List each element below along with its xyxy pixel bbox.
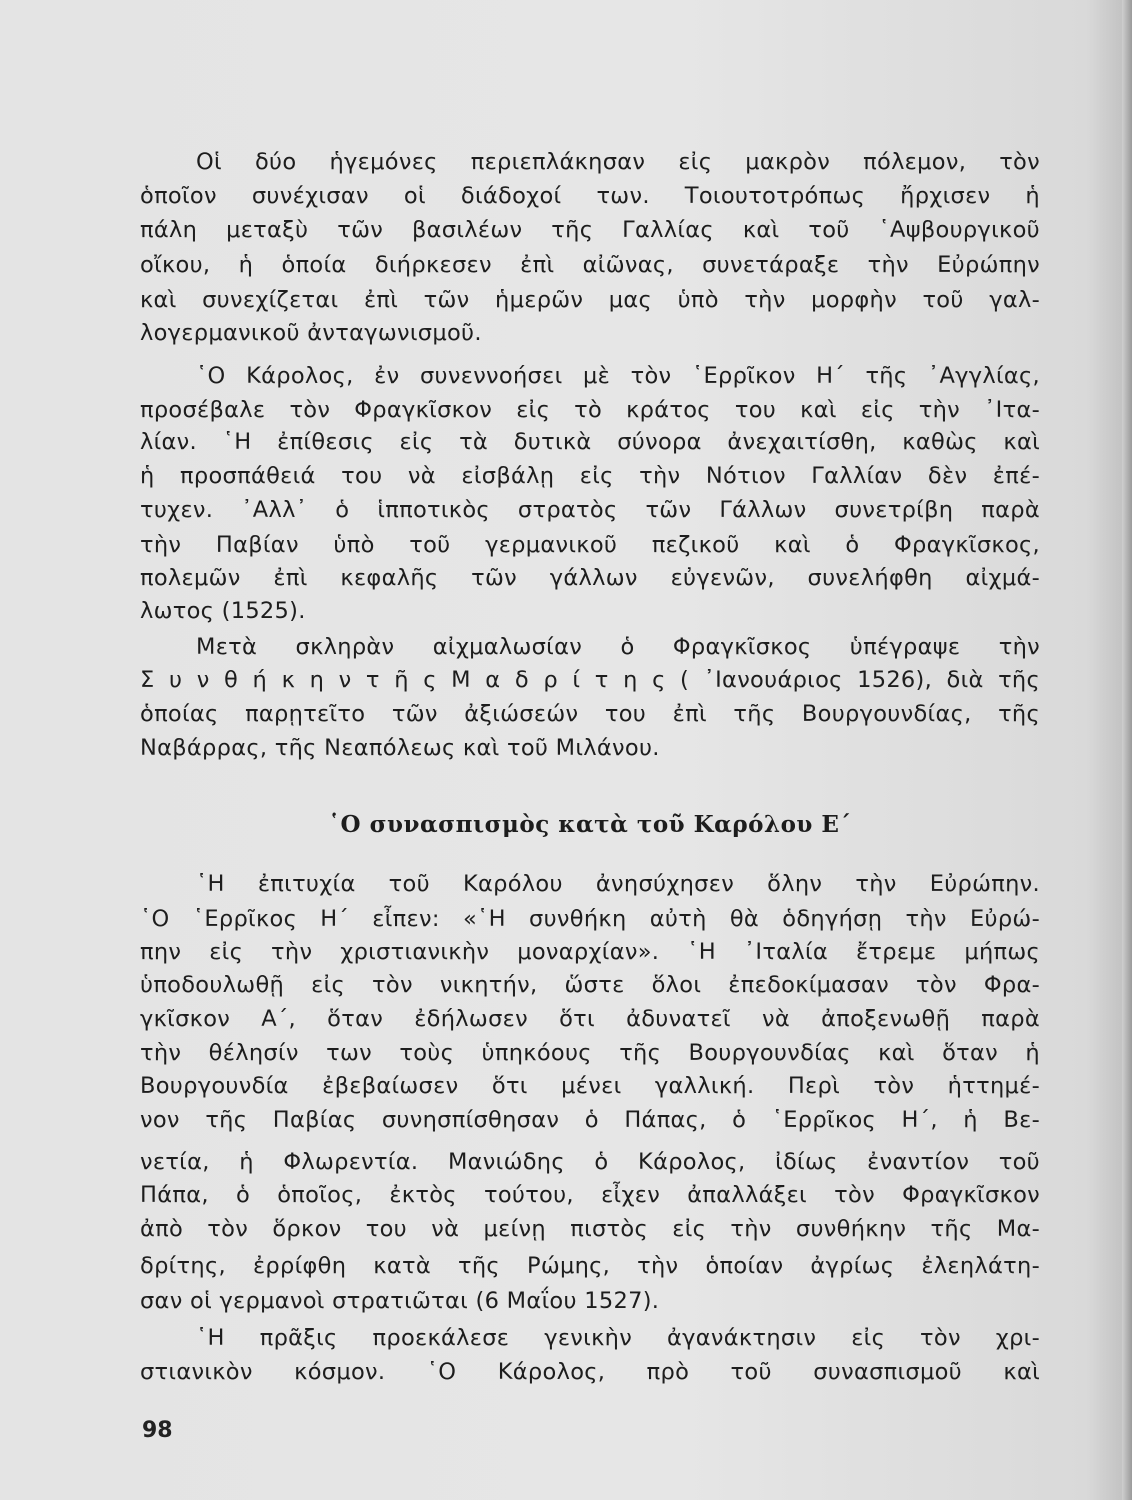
text-line: ῾Η ἐπιτυχία τοῦ Καρόλου ἀνησύχησεν ὅλην τὴν Εὐρώπην.	[196, 871, 1040, 897]
text-line: τυχεν. ᾿Αλλ᾿ ὁ ἱπποτικὸς στρατὸς τῶν Γάλλων συνετρίβη παρὰ	[140, 497, 1040, 523]
text-line: νετία, ἡ Φλωρεντία. Μανιώδης ὁ Κάρολος, ἰδίως ἐναντίον τοῦ	[140, 1149, 1040, 1175]
text-line: τὴν Παβίαν ὑπὸ τοῦ γερμανικοῦ πεζικοῦ καὶ ὁ Φραγκῖσκος,	[140, 532, 1040, 558]
text-line: προσέβαλε τὸν Φραγκῖσκον εἰς τὸ κράτος του καὶ εἰς τὴν ᾿Ιτα-	[140, 397, 1040, 423]
text-line: οἴκου, ἡ ὁποία διήρκεσεν ἐπὶ αἰῶνας, συνετάραξε τὴν Εὐρώπην	[140, 252, 1040, 278]
text-line: τὴν θέλησίν των τοὺς ὑπηκόους τῆς Βουργουνδίας καὶ ὅταν ἡ	[140, 1040, 1040, 1066]
text-line: δρίτης, ἐρρίφθη κατὰ τῆς Ρώμης, τὴν ὁποίαν ἀγρίως ἐλεηλάτη-	[140, 1253, 1040, 1279]
text-line: στιανικὸν κόσμον. ῾Ο Κάρολος, πρὸ τοῦ συνασπισμοῦ καὶ	[140, 1359, 1040, 1385]
text-line: ῾Η πρᾶξις προεκάλεσε γενικὴν ἀγανάκτησιν εἰς τὸν χρι-	[196, 1325, 1040, 1351]
text-line: Βουργουνδία ἐβεβαίωσεν ὅτι μένει γαλλική. Περὶ τὸν ἡττημέ-	[140, 1073, 1040, 1099]
text-line: Ναβάρρας, τῆς Νεαπόλεως καὶ τοῦ Μιλάνου.	[140, 735, 660, 761]
text-line: ὁποῖον συνέχισαν οἱ διάδοχοί των. Τοιουτοτρόπως ἤρχισεν ἡ	[140, 183, 1040, 209]
text-line: πην εἰς τὴν χριστιανικὴν μοναρχίαν». ῾Η ᾿Ιταλία ἔτρεμε μήπως	[140, 939, 1040, 965]
section-heading: ῾Ο συνασπισμὸς κατὰ τοῦ Καρόλου Ε΄	[328, 811, 852, 838]
text-line: καὶ συνεχίζεται ἐπὶ τῶν ἡμερῶν μας ὑπὸ τὴν μορφὴν τοῦ γαλ-	[140, 287, 1040, 313]
page-number: 98	[142, 1418, 173, 1443]
text-line: ἀπὸ τὸν ὅρκον του νὰ μείνῃ πιστὸς εἰς τὴν συνθήκην τῆς Μα-	[140, 1216, 1040, 1242]
text-line: λογερμανικοῦ ἀνταγωνισμοῦ.	[140, 320, 482, 346]
text-line: νον τῆς Παβίας συνησπίσθησαν ὁ Πάπας, ὁ ῾Ερρῖκος Η΄, ἡ Βε-	[140, 1107, 1040, 1133]
text-line: πάλη μεταξὺ τῶν βασιλέων τῆς Γαλλίας καὶ τοῦ ῾Αψβουργικοῦ	[140, 217, 1040, 243]
text-line: ῾Ο Κάρολος, ἐν συνεννοήσει μὲ τὸν ῾Ερρῖκον Η΄ τῆς ᾿Αγγλίας,	[196, 363, 1040, 389]
text-line: Πάπα, ὁ ὁποῖος, ἐκτὸς τούτου, εἶχεν ἀπαλλάξει τὸν Φραγκῖσκον	[140, 1182, 1040, 1208]
text-line: ἡ προσπάθειά του νὰ εἰσβάλῃ εἰς τὴν Νότιον Γαλλίαν δὲν ἐπέ-	[140, 463, 1040, 489]
text-line: πολεμῶν ἐπὶ κεφαλῆς τῶν γάλλων εὐγενῶν, συνελήφθη αἰχμά-	[140, 565, 1040, 591]
text-line: Μετὰ σκληρὰν αἰχμαλωσίαν ὁ Φραγκῖσκος ὑπέγραψε τὴν	[196, 634, 1040, 660]
page-binding-edge	[1122, 0, 1132, 1500]
text-line: σαν οἱ γερμανοὶ στρατιῶται (6 Μαΐου 1527).	[140, 1288, 660, 1314]
text-line: ῾Ο ῾Ερρῖκος Η΄ εἶπεν: «῾Η συνθήκη αὐτὴ θὰ ὁδηγήσῃ τὴν Εὐρώ-	[140, 906, 1040, 932]
text-line: λωτος (1525).	[140, 598, 306, 624]
text-line: ὁποίας παρῃτεῖτο τῶν ἀξιώσεών του ἐπὶ τῆς Βουργουνδίας, τῆς	[140, 701, 1040, 727]
text-line: Σ υ ν θ ή κ η ν τ ῆ ς Μ α δ ρ ί τ η ς ( ᾿Ιανουάριος 1526), διὰ τῆς	[140, 667, 1040, 693]
text-line: γκῖσκον Α΄, ὅταν ἐδήλωσεν ὅτι ἀδυνατεῖ νὰ ἀποξενωθῇ παρὰ	[140, 1006, 1040, 1032]
text-line: ὑποδουλωθῇ εἰς τὸν νικητήν, ὥστε ὅλοι ἐπεδοκίμασαν τὸν Φρα-	[140, 972, 1040, 998]
text-line: Οἱ δύο ἡγεμόνες περιεπλάκησαν εἰς μακρὸν πόλεμον, τὸν	[196, 149, 1040, 175]
text-line: λίαν. ῾Η ἐπίθεσις εἰς τὰ δυτικὰ σύνορα ἀνεχαιτίσθη, καθὼς καὶ	[140, 429, 1040, 455]
